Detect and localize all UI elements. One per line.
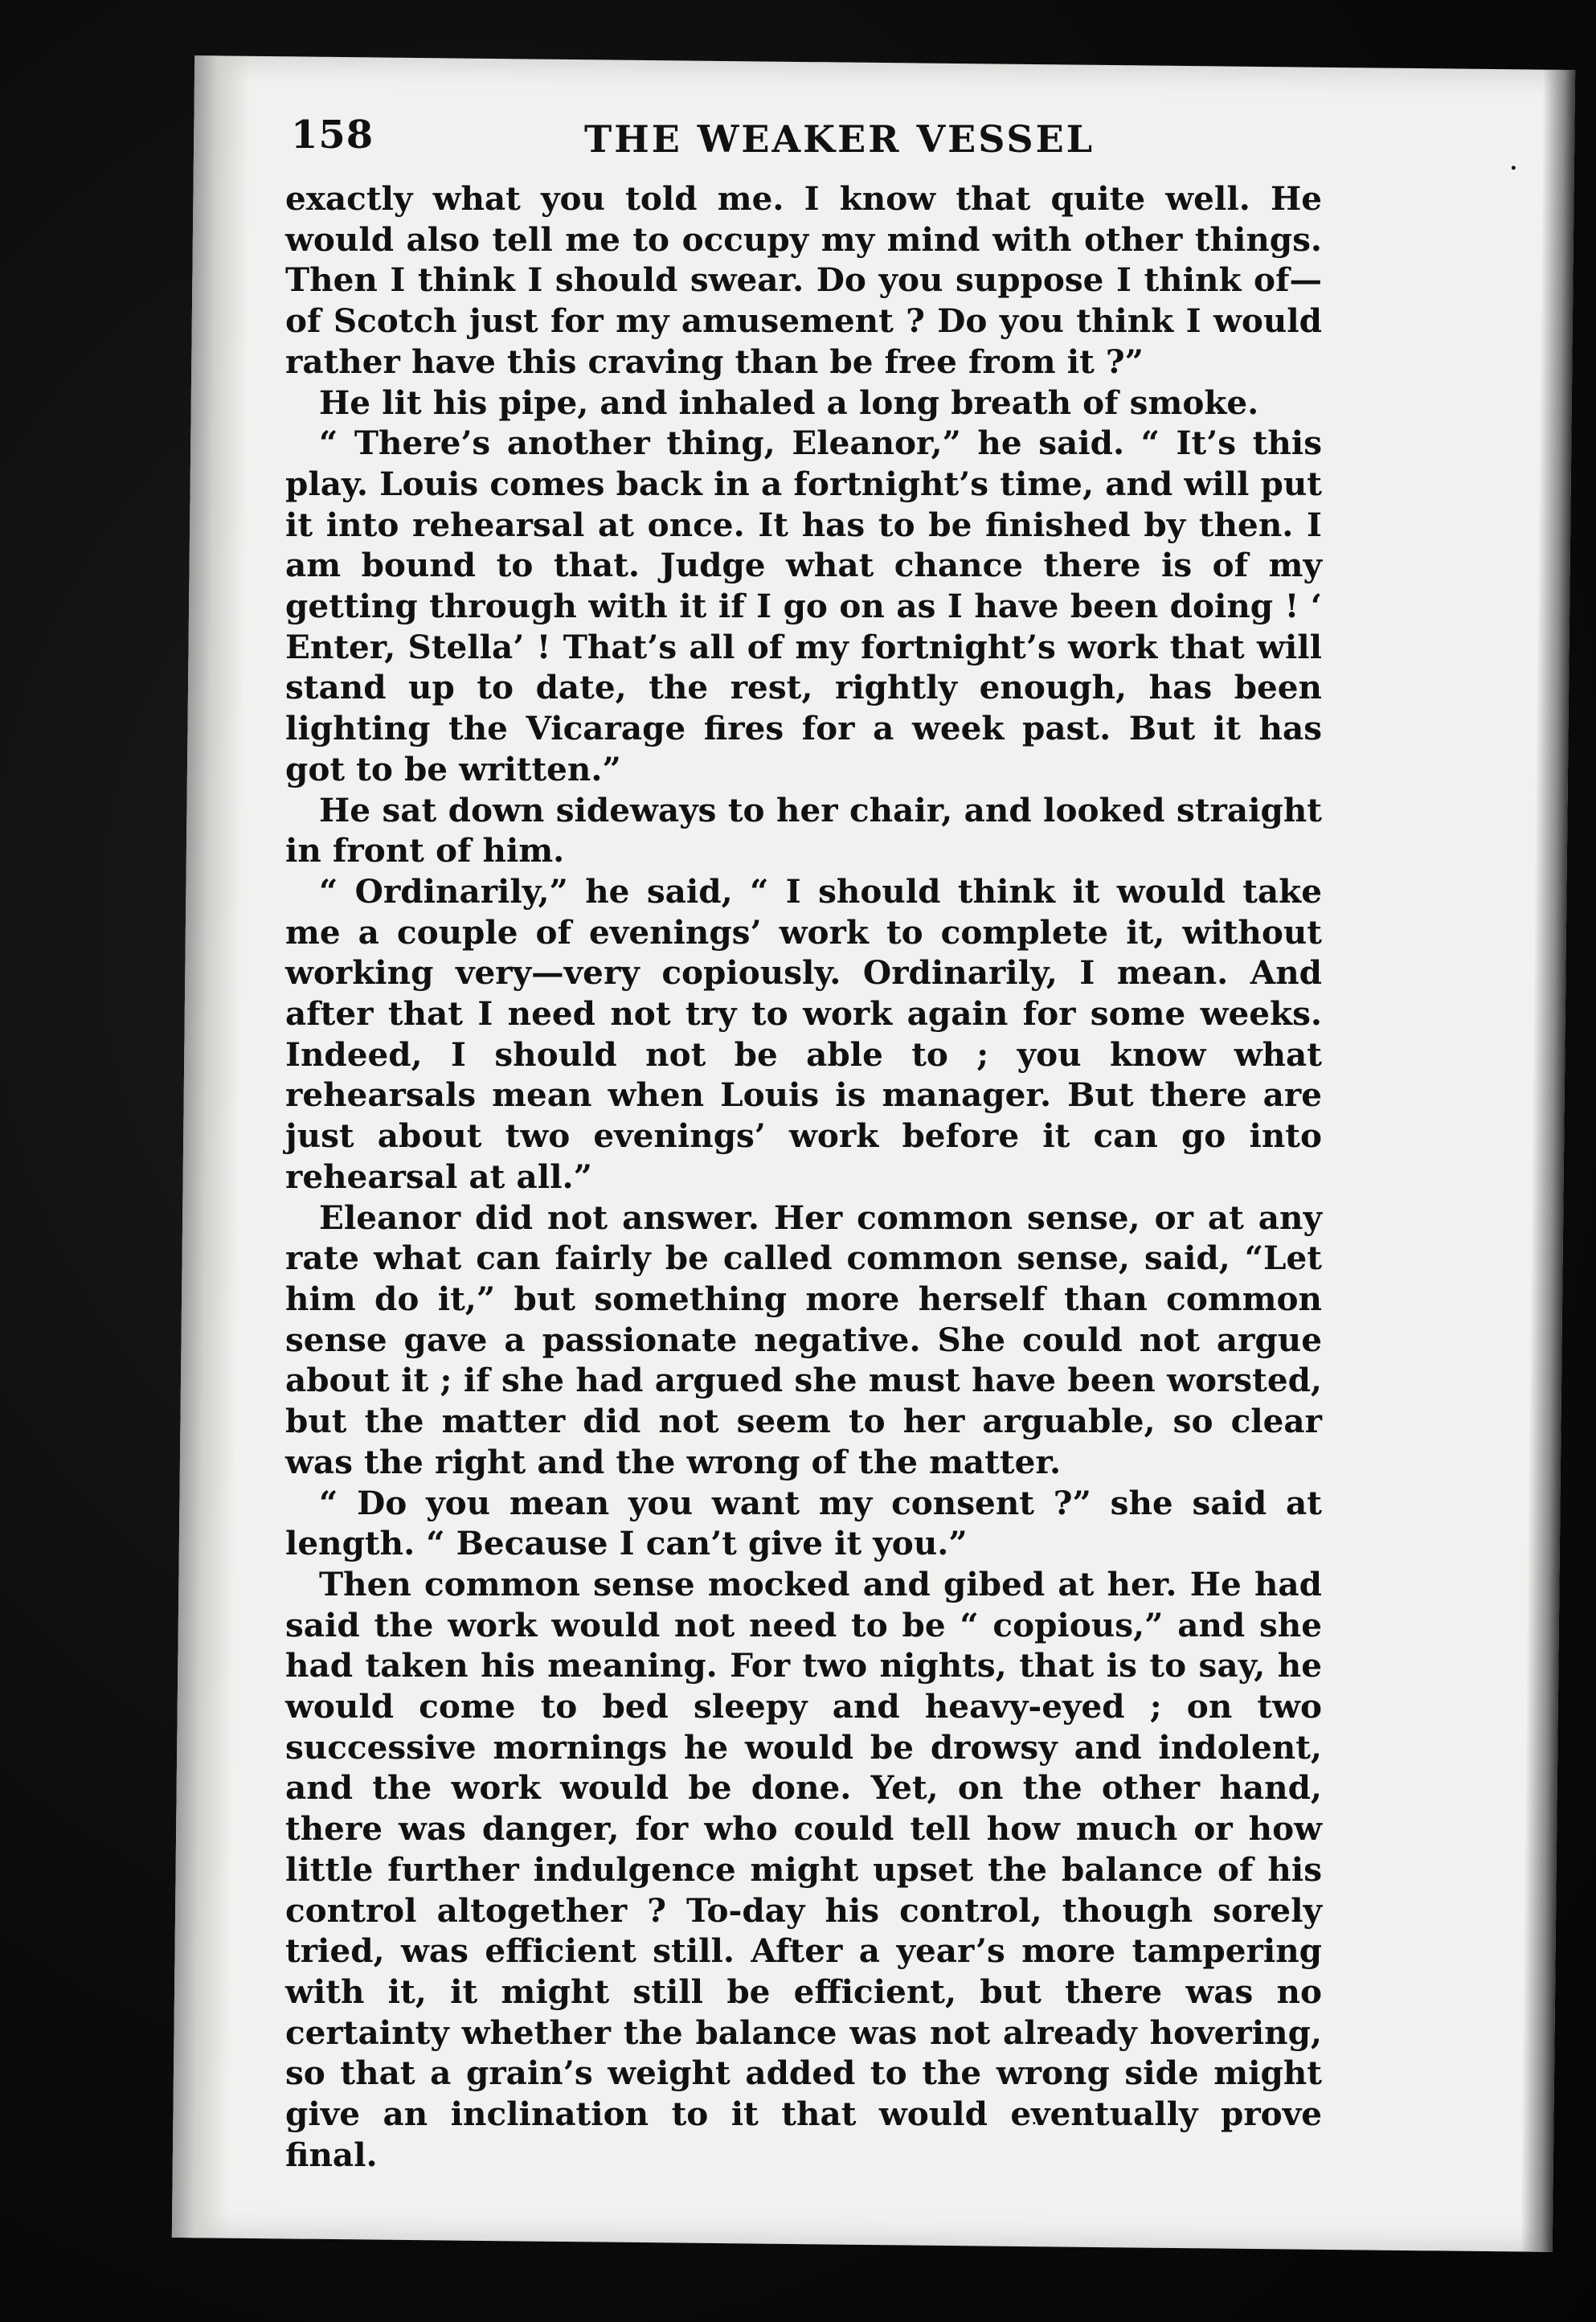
paragraph: Then common sense mocked and gibed at her. He had said the work would not need to be “ copious,” and she had taken his meaning. For two nights, that is to say, he would come to bed sleepy and heavy-eyed ; on two successive mornings he would be drowsy and indolent, and the work would be done. Yet, on the other hand, there was danger, for who could tell how much or how little further indulgence might upset the balance of his control altogether ? To-day his control, though sorely tried, was efficient still. After a year’s more tampering with it, it might still be efficient, but there was no certainty whether the balance was not already hovering, so that a grain’s weight added to the wrong side might give an inclination to it that would eventually prove final.: [285, 1564, 1322, 2174]
paragraph: exactly what you told me. I know that quite well. He would also tell me to occupy my mind with other things. Then I think I should swear. Do you suppose I think of—of Scotch just for my amusement ? Do you think I would rather have this craving than be free from it ?”: [285, 179, 1322, 381]
running-title: THE WEAKER VESSEL: [584, 117, 1095, 161]
paragraph: “ There’s another thing, Eleanor,” he said. “ It’s this play. Louis comes back in a fortnight’s time, and will put it into rehearsal at once. It has to be finished by then. I am bound to that. Judge what chance there is of my getting through with it if I go on as I have been doing ! ‘ Enter, Stella’ ! That’s all of my fortnight’s work that will stand up to date, the rest, rightly enough, has been lighting the Vicarage fires for a week past. But it has got to be written.”: [285, 424, 1322, 788]
paragraph: “ Do you mean you want my consent ?” she said at length. “ Because I can’t give it you.”: [285, 1483, 1322, 1563]
running-header: [291, 113, 1255, 177]
paragraph: He lit his pipe, and inhaled a long breath of smoke.: [319, 383, 1259, 422]
dust-speck: [1512, 166, 1516, 170]
page-number: 158: [291, 113, 374, 158]
paragraph: Eleanor did not answer. Her common sense, or at any rate what can fairly be called common sense, said, “Let him do it,” but something more herself than common sense gave a passionate negative. She could not argue about it ; if she had argued she must have been worsted, but the matter did not seem to her arguable, so clear was the right and the wrong of the matter.: [285, 1198, 1322, 1481]
paragraph: “ Ordinarily,” he said, “ I should think it would take me a couple of evenings’ work to complete it, without working very—very copiously. Ordinarily, I mean. And after that I need not try to work again for some weeks. Indeed, I should not be able to ; you know what rehearsals mean when Louis is manager. But there are just about two evenings’ work before it can go into rehearsal at all.”: [285, 871, 1322, 1196]
body-text: [285, 178, 1322, 2175]
paragraph: He sat down sideways to her chair, and looked straight in front of him.: [285, 790, 1322, 870]
